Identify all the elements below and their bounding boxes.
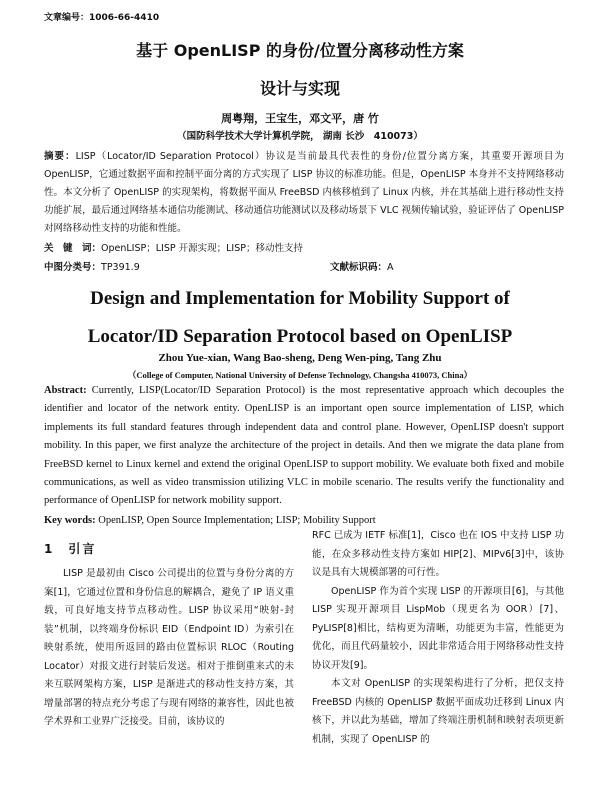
body-paragraph: 本文对 OpenLISP 的实现架构进行了分析，把仅支持 FreeBSD 内核的 OpenLISP 数据平面成功迁移到 Linux 内核下，并以此为基础，增加了终端注册机制和映射表项更新机制，实现了 OpenLISP 的 [312,678,564,745]
keywords-zh-label: 关 键 词： [44,243,102,254]
body-paragraph: RFC 已成为 IETF 标准[1]，Cisco 也在 IOS 中支持 LISP 功能，在众多移动性支持方案如 HIP[2]、MIPv6[3]中，该协议是具有大规模部署的可行性。 [312,530,564,578]
title-zh-line2: 设计与实现 [259,79,340,98]
clc-value: TP391.9 [101,262,140,273]
doc-code-value: A [387,262,394,273]
right-column [312,527,564,749]
authors-en: Zhou Yue-xian, Wang Bao-sheng, Deng Wen-ping, Tang Zhu [158,352,442,364]
body-paragraph: OpenLISP 作为首个实现 LISP 的开源项目[6]，与其他 LISP 实现开源项目 LispMob（现更名为 OOR）[7]、PyLISP[8]相比，结构更为清晰，功能更为丰富，性能更为优化，而且代码量较小，因此非常适合用于网络移动性支持协议开发[9]。 [312,585,564,671]
keywords-en-label: Key words: [44,515,96,526]
affiliation-en: （College of Computer, National University of Defense Technology, Changsha 410073, China） [127,370,473,380]
abstract-en-label: Abstract: [44,385,87,396]
clc-label: 中图分类号： [44,262,102,273]
clc-number [44,259,140,273]
document-code [330,259,394,273]
abstract-zh-text: LISP（Locator/ID Separation Protocol）协议是当前最具代表性的身份/位置分离方案，其重要开源项目为 OpenLISP，它通过数据平面和控制平面分离的方式实现了 LISP 协议的标准功能。但是，OpenLISP 本身并不支持网络移动性。本文分析了 OpenLISP 的实现架构，将数据平面从 FreeBSD 内核移植到了 Linux 内核，并在其基础上进行移动性支持功能扩展，最后通过网络基本通信功能测试、移动通信功能测试以及移动场景下 VLC 视频传输试验，验证评估了 OpenLISP 对网络移动性支持的功能和性能。 [44,151,564,234]
article-number: 文章编号：1006-66-4410 [44,13,160,23]
title-zh-line1: 基于 OpenLISP 的身份/位置分离移动性方案 [136,41,464,60]
keywords-en-text: OpenLISP, Open Source Implementation; LISP; Mobility Support [98,515,376,526]
authors-zh: 周粤翔，王宝生，邓文平，唐 竹 [221,112,379,125]
title-en-line2: Locator/ID Separation Protocol based on OpenLISP [87,326,513,347]
title-en-line1: Design and Implementation for Mobility Support of [90,288,510,309]
abstract-zh [44,148,564,238]
abstract-en [44,382,564,511]
keywords-en [44,515,564,526]
body-paragraph: LISP 是最初由 Cisco 公司提出的位置与身份分离的方案[1]，它通过位置和身份信息的解耦合，避免了 IP 语义重载，可良好地支持节点移动性。LISP 协议采用“映射-封装”机制，以终端身份标识 EID（Endpoint ID）为索引在映射系统，使用所返回的路由位置标识 RLOC（Routing Locator）对报文进行封装后发送。相对于推倒重来式的未来互联网架构方案，LISP 是渐进式的移动性支持方案，其增量部署的特点充分考虑了与现有网络的兼容性，因此也被学术界和工业界广泛接受。目前，该协议的 [44,568,294,727]
affiliation-zh: （国防科学技术大学计算机学院， 湖南 长沙 410073） [177,131,423,142]
section-heading: 1 引言 [44,542,97,556]
keywords-zh-text: OpenLISP；LISP 开源实现；LISP；移动性支持 [101,243,303,254]
doc-code-label: 文献标识码： [330,262,388,273]
left-column [44,565,294,732]
abstract-en-text: Currently, LISP(Locator/ID Separation Protocol) is the most representative approach which decouples the identifier and locator of the network entity. OpenLISP is an important open source implementation of LISP, which implements its full standard features through independent data and control plane. However, OpenLISP doesn't support mobility. In this paper, we first analyze the architecture of the project in details. And then we migrate the data plane from FreeBSD kernel to Linux kernel and extend the original OpenLISP to support mobility. We evaluate both fixed and mobile communications, as well as video transmission utilizing VLC in mobile scenario. The results verify the functionality and performance of OpenLISP for network mobility support. [44,385,565,507]
abstract-zh-label: 摘要： [44,151,76,162]
keywords-zh [44,240,564,254]
